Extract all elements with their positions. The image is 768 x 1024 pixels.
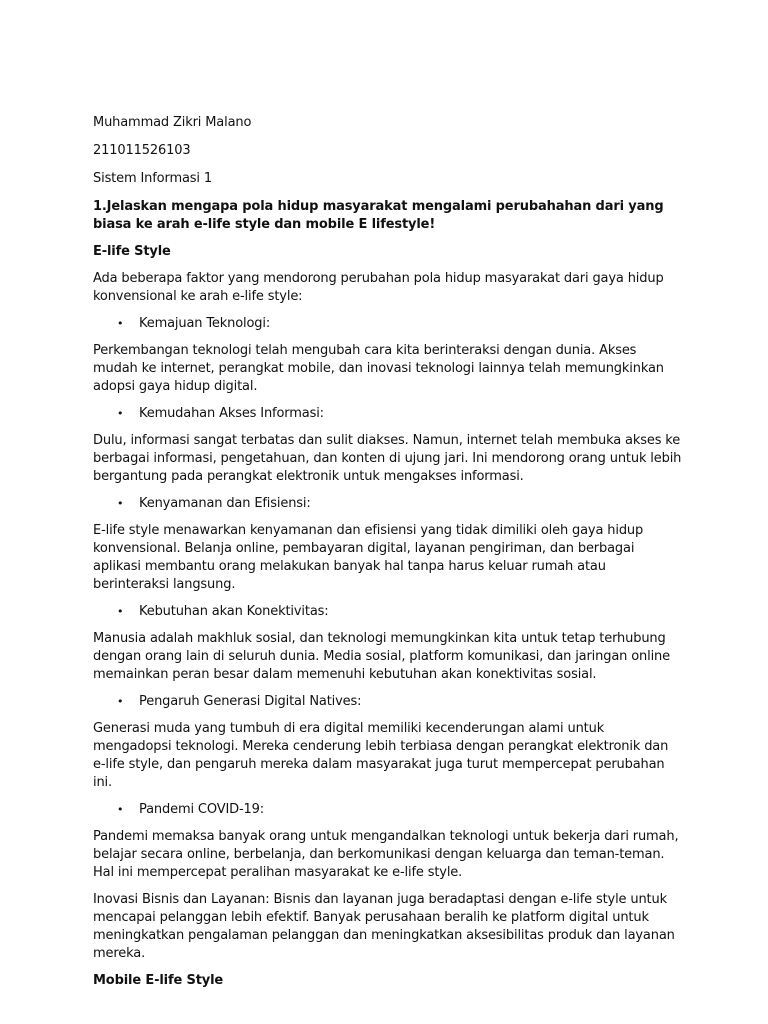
factor-bullet [93,693,683,711]
factor-paragraph: Perkembangan teknologi telah mengubah cara kita berinteraksi dengan dunia. Akses mudah ke internet, perangkat mobile, dan inovasi teknologi lainnya telah memungkinkan adopsi gaya hidup digital. [93,343,664,394]
factor-title: Pengaruh Generasi Digital Natives: [139,694,362,709]
factor-bullet [93,801,683,819]
closing-paragraph: Inovasi Bisnis dan Layanan: Bisnis dan layanan juga beradaptasi dengan e-life style untuk mencapai pelanggan lebih efektif. Banyak perusahaan beralih ke platform digital untuk meningkatkan pengalaman pelanggan dan meningkatkan aksesibilitas produk dan layanan mereka. [93,892,675,961]
factor-paragraph: Dulu, informasi sangat terbatas dan sulit diakses. Namun, internet telah membuka akses ke berbagai informasi, pengetahuan, dan konten di ujung jari. Ini mendorong orang untuk lebih bergantung pada perangkat elektronik untuk mengakses informasi. [93,433,682,484]
section-heading-elife: E-life Style [93,244,171,259]
student-id: 211011526103 [93,143,191,158]
factor-bullet [93,495,683,513]
factor-paragraph: E-life style menawarkan kenyamanan dan efisiensi yang tidak dimiliki oleh gaya hidup konvensional. Belanja online, pembayaran digital, layanan pengiriman, dan berbagai aplikasi membantu orang melakukan banyak hal tanpa harus keluar rumah atau berinteraksi langsung. [93,523,644,592]
factor-bullet [93,405,683,423]
section-heading-mobile: Mobile E-life Style [93,973,224,988]
question-text: 1.Jelaskan mengapa pola hidup masyarakat mengalami perubahahan dari yang biasa ke arah e-life style dan mobile E lifestyle! [93,199,664,232]
bullet-icon: • [117,317,124,330]
author-name: Muhammad Zikri Malano [93,115,252,130]
bullet-icon: • [117,407,124,420]
factor-title: Pandemi COVID-19: [139,802,264,817]
factor-title: Kebutuhan akan Konektivitas: [139,604,329,619]
factor-paragraph: Generasi muda yang tumbuh di era digital memiliki kecenderungan alami untuk mengadopsi teknologi. Mereka cenderung lebih terbiasa dengan perangkat elektronik dan e-life style, dan pengaruh mereka dalam masyarakat juga turut mempercepat perubahan ini. [93,721,669,790]
factor-title: Kemudahan Akses Informasi: [139,406,324,421]
bullet-icon: • [117,497,124,510]
section-intro: Ada beberapa faktor yang mendorong perubahan pola hidup masyarakat dari gaya hidup konvensional ke arah e-life style: [93,271,664,304]
bullet-icon: • [117,605,124,618]
bullet-icon: • [117,695,124,708]
factor-title: Kenyamanan dan Efisiensi: [139,496,311,511]
factor-title: Kemajuan Teknologi: [139,316,271,331]
bullet-icon: • [117,803,124,816]
factor-bullet [93,603,683,621]
factor-bullet [93,315,683,333]
class-name: Sistem Informasi 1 [93,171,212,186]
factor-paragraph: Manusia adalah makhluk sosial, dan teknologi memungkinkan kita untuk tetap terhubung dengan orang lain di seluruh dunia. Media sosial, platform komunikasi, dan jaringan online memainkan peran besar dalam memenuhi kebutuhan akan konektivitas sosial. [93,631,670,682]
document-body [93,114,683,999]
factor-paragraph: Pandemi memaksa banyak orang untuk mengandalkan teknologi untuk bekerja dari rumah, belajar secara online, berbelanja, dan berkomunikasi dengan keluarga dan teman-teman. Hal ini mempercepat peralihan masyarakat ke e-life style. [93,829,679,880]
